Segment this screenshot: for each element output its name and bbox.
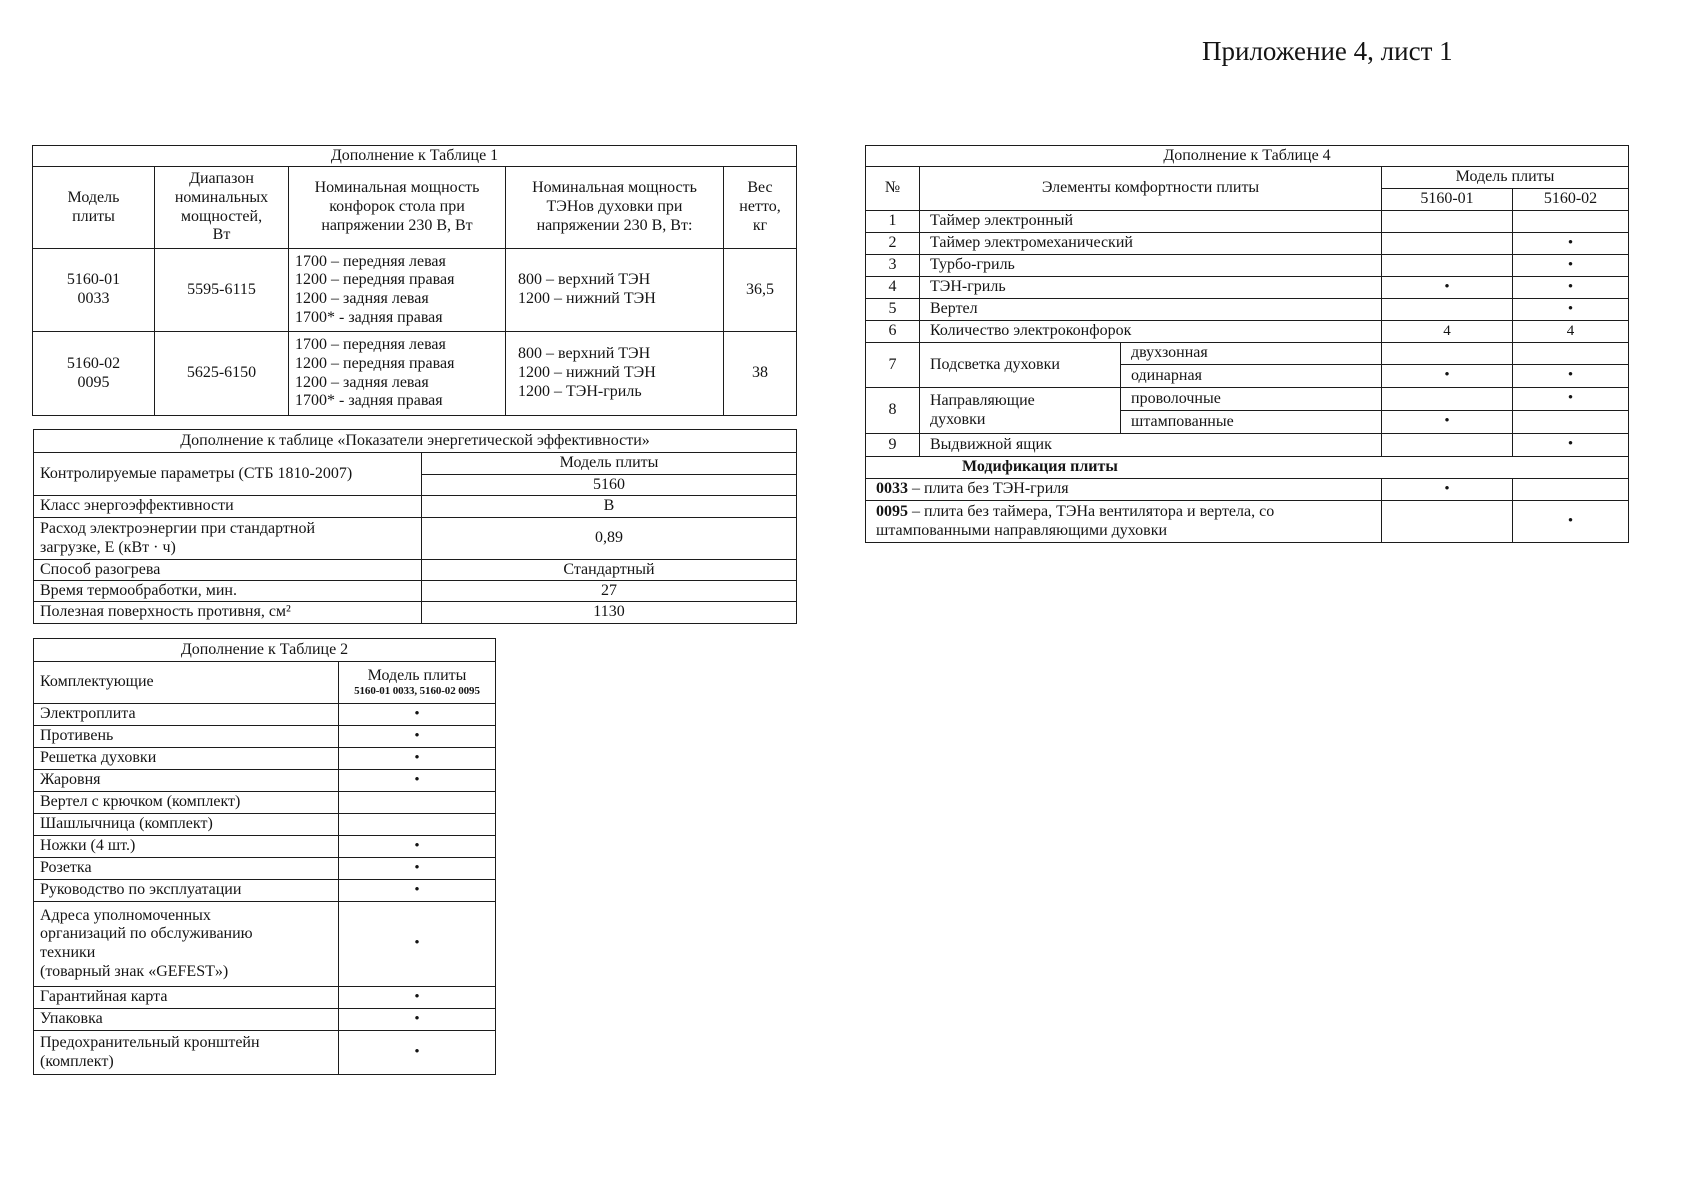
component-mark: • (339, 902, 496, 987)
weight-cell: 38 (724, 332, 797, 416)
item-name: Выдвижной ящик (920, 434, 1382, 457)
component-name: Решетка духовки (34, 748, 339, 770)
caption-row (34, 430, 797, 453)
item-name: Направляющие духовки (920, 388, 1121, 434)
table-row (34, 770, 496, 792)
parameter-label: Время термообработки, мин. (34, 581, 422, 602)
item-name: Подсветка духовки (920, 343, 1121, 388)
mark-5160-02: • (1513, 277, 1629, 299)
power-range-cell: 5595-6115 (155, 249, 289, 332)
mark-5160-02: • (1513, 388, 1629, 411)
item-name: Таймер электромеханический (920, 233, 1382, 255)
component-mark: • (339, 770, 496, 792)
mark-5160-01: • (1382, 277, 1513, 299)
item-number: 6 (866, 321, 920, 343)
table-row (33, 332, 797, 416)
mark-5160-02: • (1513, 365, 1629, 388)
table-row (866, 388, 1629, 411)
component-name: Гарантийная карта (34, 987, 339, 1009)
table-caption: Дополнение к Таблице 1 (33, 146, 797, 167)
number-header: № (866, 167, 920, 211)
models-label: 5160-01 0033, 5160-02 0095 (354, 685, 480, 698)
table-row (34, 560, 797, 581)
mark-5160-02 (1513, 479, 1629, 501)
component-name: Жаровня (34, 770, 339, 792)
table-row (34, 814, 496, 836)
table-row (866, 299, 1629, 321)
mark-5160-01: 4 (1382, 321, 1513, 343)
mark-5160-01: • (1382, 479, 1513, 501)
table-row (34, 902, 496, 987)
table-row (34, 748, 496, 770)
modification-row (866, 501, 1629, 543)
mark-5160-01: • (1382, 411, 1513, 434)
supplement-table-2 (33, 638, 496, 1075)
model-value: 5160 (422, 475, 797, 496)
component-name: Руководство по эксплуатации (34, 880, 339, 902)
caption-row (34, 639, 496, 662)
table-row (34, 726, 496, 748)
table-row (34, 1009, 496, 1031)
modification-row (866, 479, 1629, 501)
mark-5160-01 (1382, 343, 1513, 365)
table-caption: Дополнение к Таблице 4 (866, 146, 1629, 167)
mark-5160-02: • (1513, 255, 1629, 277)
item-number: 7 (866, 343, 920, 388)
item-name: Вертел (920, 299, 1382, 321)
header-weight: Вес нетто, кг (724, 167, 797, 249)
mark-5160-01: • (1382, 365, 1513, 388)
supplement-table-1 (32, 145, 797, 416)
model-cell: 5160-01 0033 (33, 249, 155, 332)
table-row (34, 518, 797, 560)
model-header (339, 662, 496, 704)
component-mark: • (339, 858, 496, 880)
table-row (34, 602, 797, 624)
component-name: Адреса уполномоченных организаций по обслуживанию техники (товарный знак «GEFEST») (34, 902, 339, 987)
model-5160-01: 5160-01 (1382, 189, 1513, 211)
component-mark: • (339, 880, 496, 902)
mark-5160-02 (1513, 211, 1629, 233)
mark-5160-02: • (1513, 501, 1629, 543)
table-row (34, 987, 496, 1009)
table-row (866, 321, 1629, 343)
header-row (866, 167, 1629, 189)
component-mark (339, 814, 496, 836)
table-row (866, 211, 1629, 233)
caption-row (33, 146, 797, 167)
header-oven-elements-power: Номинальная мощность ТЭНов духовки при напряжении 230 В, Вт: (506, 167, 724, 249)
item-number: 8 (866, 388, 920, 434)
table-row (866, 343, 1629, 365)
modification-code: 0033 (876, 480, 908, 498)
table-row (34, 496, 797, 518)
model-label: Модель плиты (367, 666, 467, 684)
table-caption: Дополнение к Таблице 2 (34, 639, 496, 662)
table-row (866, 434, 1629, 457)
components-label: Комплектующие (34, 662, 339, 704)
item-name: Таймер электронный (920, 211, 1382, 233)
item-name: Количество электроконфорок (920, 321, 1382, 343)
parameter-value: 0,89 (422, 518, 797, 560)
item-subname: штампованные (1121, 411, 1382, 434)
mark-5160-02: • (1513, 434, 1629, 457)
modification-text: – плита без ТЭН-гриля (912, 480, 1069, 498)
model-label: Модель плиты (422, 453, 797, 475)
item-subname: двухзонная (1121, 343, 1382, 365)
header-power-range: Диапазон номинальных мощностей, Вт (155, 167, 289, 249)
table-row (34, 581, 797, 602)
mark-5160-02 (1513, 343, 1629, 365)
parameter-value: Стандартный (422, 560, 797, 581)
mark-5160-01 (1382, 233, 1513, 255)
component-name: Предохранительный кронштейн (комплект) (34, 1031, 339, 1075)
modification-header: Модификация плиты (866, 457, 1629, 479)
oven-elements-cell: 800 – верхний ТЭН 1200 – нижний ТЭН (506, 249, 724, 332)
component-mark: • (339, 836, 496, 858)
item-subname: одинарная (1121, 365, 1382, 388)
component-mark: • (339, 748, 496, 770)
mark-5160-02: • (1513, 233, 1629, 255)
component-mark: • (339, 987, 496, 1009)
mark-5160-02 (1513, 411, 1629, 434)
component-name: Упаковка (34, 1009, 339, 1031)
component-name: Розетка (34, 858, 339, 880)
mark-5160-01 (1382, 388, 1513, 411)
table-row (866, 277, 1629, 299)
parameter-value: 27 (422, 581, 797, 602)
item-name: Турбо-гриль (920, 255, 1382, 277)
component-mark: • (339, 1031, 496, 1075)
caption-row (866, 146, 1629, 167)
component-mark: • (339, 704, 496, 726)
mark-5160-01 (1382, 299, 1513, 321)
component-name: Электроплита (34, 704, 339, 726)
component-mark (339, 792, 496, 814)
modification-header-row (866, 457, 1629, 479)
table-row (34, 792, 496, 814)
table-row (33, 249, 797, 332)
page-title: Приложение 4, лист 1 (1202, 36, 1453, 66)
modification-description (866, 501, 1382, 543)
mark-5160-02: 4 (1513, 321, 1629, 343)
item-number: 5 (866, 299, 920, 321)
component-mark: • (339, 726, 496, 748)
modification-description (866, 479, 1382, 501)
mark-5160-01 (1382, 501, 1513, 543)
header-row (33, 167, 797, 249)
component-name: Ножки (4 шт.) (34, 836, 339, 858)
header-model: Модель плиты (33, 167, 155, 249)
energy-efficiency-table (33, 429, 797, 624)
params-label: Контролируемые параметры (СТБ 1810-2007) (34, 453, 422, 496)
oven-elements-cell: 800 – верхний ТЭН 1200 – нижний ТЭН 1200 – ТЭН-гриль (506, 332, 724, 416)
table-row (34, 1031, 496, 1075)
item-number: 4 (866, 277, 920, 299)
elements-header: Элементы комфортности плиты (920, 167, 1382, 211)
table-row (866, 233, 1629, 255)
mark-5160-01 (1382, 211, 1513, 233)
weight-cell: 36,5 (724, 249, 797, 332)
parameter-label: Полезная поверхность противня, см² (34, 602, 422, 624)
burners-cell: 1700 – передняя левая 1200 – передняя правая 1200 – задняя левая 1700* - задняя правая (289, 332, 506, 416)
parameter-value: 1130 (422, 602, 797, 624)
header-row (34, 662, 496, 704)
component-name: Противень (34, 726, 339, 748)
parameter-value: В (422, 496, 797, 518)
model-header: Модель плиты (1382, 167, 1629, 189)
header-burners-power: Номинальная мощность конфорок стола при напряжении 230 В, Вт (289, 167, 506, 249)
power-range-cell: 5625-6150 (155, 332, 289, 416)
table-row (34, 858, 496, 880)
component-name: Шашлычница (комплект) (34, 814, 339, 836)
table-row (866, 255, 1629, 277)
mark-5160-01 (1382, 434, 1513, 457)
mark-5160-01 (1382, 255, 1513, 277)
item-number: 1 (866, 211, 920, 233)
parameter-label: Способ разогрева (34, 560, 422, 581)
table-row (34, 704, 496, 726)
parameter-label: Класс энергоэффективности (34, 496, 422, 518)
header-row (34, 453, 797, 475)
item-number: 9 (866, 434, 920, 457)
item-subname: проволочные (1121, 388, 1382, 411)
modification-text: – плита без таймера, ТЭНа вентилятора и вертела, со штампованными направляющими духовки (876, 502, 1275, 539)
table-row (34, 836, 496, 858)
table-caption: Дополнение к таблице «Показатели энергетической эффективности» (34, 430, 797, 453)
parameter-label: Расход электроэнергии при стандартной загрузке, Е (кВт · ч) (34, 518, 422, 560)
component-name: Вертел с крючком (комплект) (34, 792, 339, 814)
mark-5160-02: • (1513, 299, 1629, 321)
modification-code: 0095 (876, 502, 908, 520)
model-5160-02: 5160-02 (1513, 189, 1629, 211)
table-row (34, 880, 496, 902)
burners-cell: 1700 – передняя левая 1200 – передняя правая 1200 – задняя левая 1700* - задняя правая (289, 249, 506, 332)
supplement-table-4 (865, 145, 1629, 543)
item-number: 3 (866, 255, 920, 277)
component-mark: • (339, 1009, 496, 1031)
item-name: ТЭН-гриль (920, 277, 1382, 299)
item-number: 2 (866, 233, 920, 255)
model-cell: 5160-02 0095 (33, 332, 155, 416)
